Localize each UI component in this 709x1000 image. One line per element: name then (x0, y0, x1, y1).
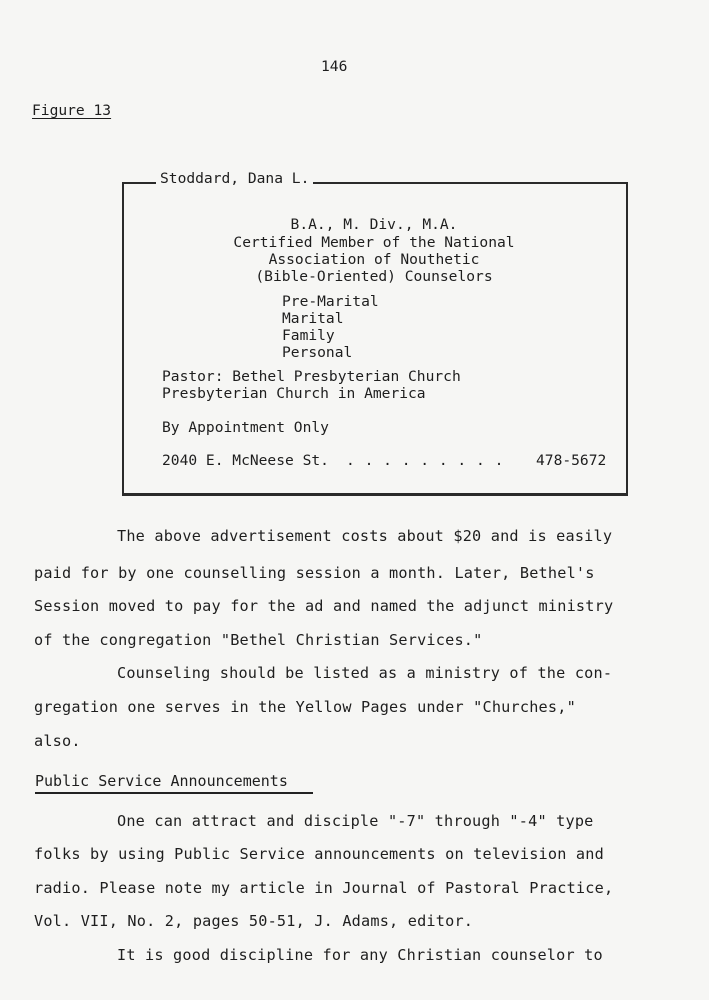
page-number: 146 (321, 58, 348, 75)
ad-certification-line-3: (Bible-Oriented) Counselors (255, 268, 493, 285)
ad-church-line: Presbyterian Church in America (162, 385, 426, 402)
ad-certification-line-2: Association of Nouthetic (268, 251, 480, 268)
paragraph-line: It is good discipline for any Christian counselor to (117, 946, 603, 964)
ad-service-item: Personal (282, 344, 353, 361)
paragraph-line: of the congregation "Bethel Christian Services." (34, 631, 483, 649)
ad-service-item: Family (282, 327, 335, 344)
ad-leader-dots: . . . . . . . . . (346, 452, 504, 469)
paragraph-line: Session moved to pay for the ad and named the adjunct ministry (34, 597, 614, 615)
section-heading-underline (35, 792, 313, 794)
ad-name: Stoddard, Dana L. (156, 170, 313, 187)
paragraph-line: Vol. VII, No. 2, pages 50-51, J. Adams, editor. (34, 912, 474, 930)
paragraph-line: The above advertisement costs about $20 and is easily (117, 527, 613, 545)
ad-address: 2040 E. McNeese St. (162, 452, 329, 469)
paragraph-line: also. (34, 732, 81, 750)
paragraph-line: radio. Please note my article in Journal of Pastoral Practice, (34, 879, 614, 897)
paragraph-line: folks by using Public Service announcements on television and (34, 845, 604, 863)
paragraph-line: paid for by one counselling session a month. Later, Bethel's (34, 564, 595, 582)
ad-certification-line-1: Certified Member of the National (233, 234, 515, 251)
ad-degrees: B.A., M. Div., M.A. (290, 216, 458, 233)
paragraph-line: gregation one serves in the Yellow Pages under "Churches," (34, 698, 576, 716)
ad-service-item: Pre-Marital (282, 293, 379, 310)
paragraph-line: One can attract and disciple "-7" through "-4" type (117, 812, 594, 830)
paragraph-line: Counseling should be listed as a ministry of the con- (117, 664, 613, 682)
ad-phone: 478-5672 (536, 452, 607, 469)
section-heading: Public Service Announcements (35, 772, 288, 790)
ad-pastor-line: Pastor: Bethel Presbyterian Church (162, 368, 461, 385)
figure-label: Figure 13 (32, 102, 112, 119)
advertisement-box (122, 182, 628, 496)
ad-service-item: Marital (282, 310, 344, 327)
ad-appointment-line: By Appointment Only (162, 419, 329, 436)
